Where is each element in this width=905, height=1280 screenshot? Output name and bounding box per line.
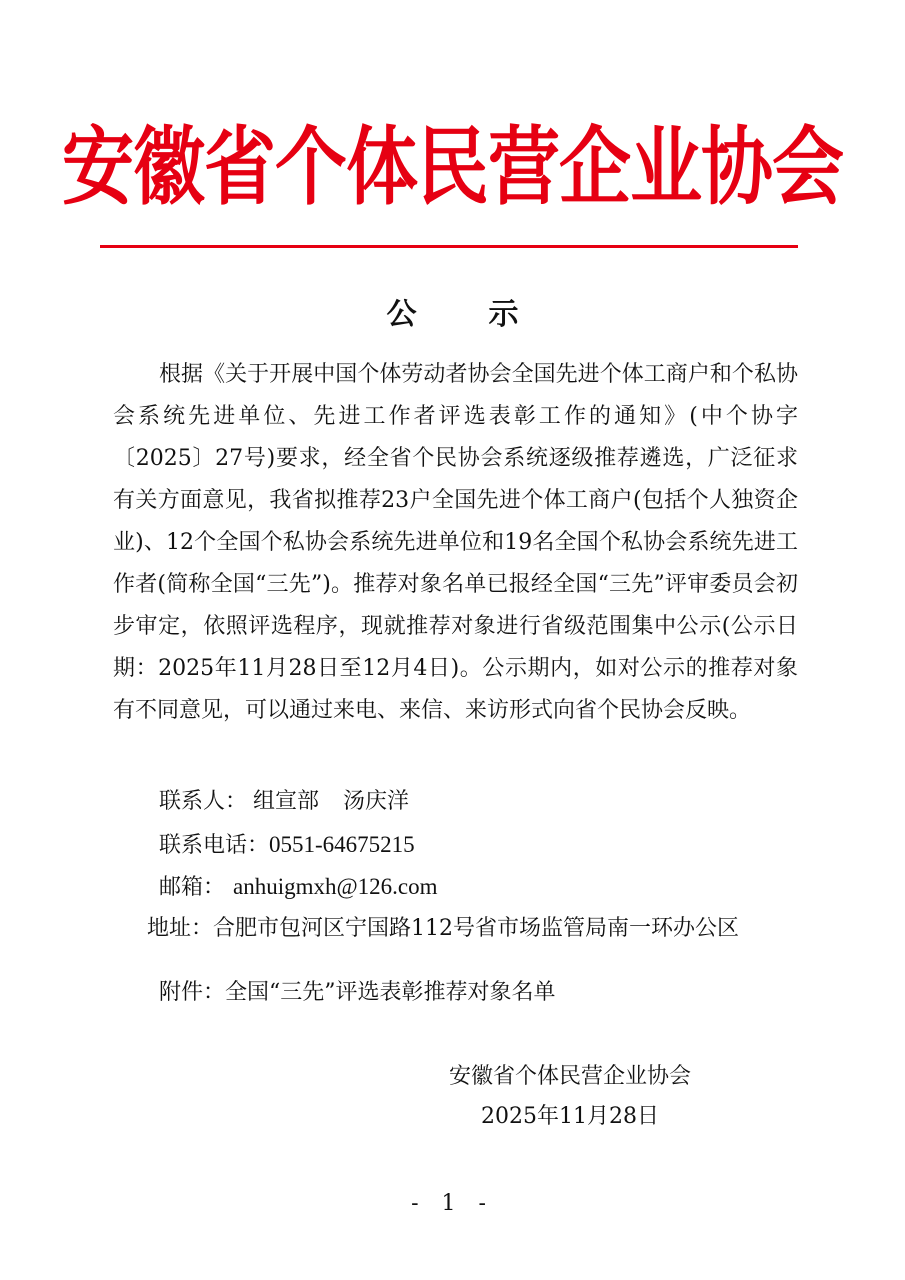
contact-address-line — [113, 909, 803, 949]
contact-email-label: 邮箱： — [159, 875, 226, 900]
contact-address-label: 地址： — [147, 916, 214, 941]
contact-person-name: 汤庆洋 — [343, 789, 410, 814]
attachment-line — [159, 973, 556, 1013]
contact-department: 组宣部 — [253, 789, 320, 814]
contact-phone-line — [113, 825, 803, 866]
notice-title: 公示 — [386, 297, 591, 332]
contact-address-value: 合肥市包河区宁国路112号省市场监管局南一环办公区 — [213, 916, 740, 941]
notice-body: 根据《关于开展中国个体劳动者协会全国先进个体工商户和个私协会系统先进单位、先进工作者评选表彰工作的通知》(中个协字〔2025〕27号)要求，经全省个民协会系统逐级推荐遴选，广泛征求有关方面意见，我省拟推荐23户全国先进个体工商户(包括个人独资企业)、12个全国个私协会系统先进单位和19名全国个私协会系统先进工作者(简称全国“三先”)。推荐对象名单已报经全国“三先”评审委员会初步审定，依照评选程序，现就推荐对象进行省级范围集中公示(公示日期：2025年11月28日至12月4日)。公示期内，如对公示的推荐对象有不同意见，可以通过来电、来信、来访形式向省个民协会反映。 — [113, 362, 798, 723]
contact-phone-label: 联系电话： — [159, 833, 270, 858]
contact-phone-value: 0551-64675215 — [269, 832, 415, 857]
masthead-title: 安徽省个体民营企业协会 — [61, 116, 843, 217]
signature-organization: 安徽省个体民营企业协会 — [448, 1064, 691, 1089]
attachment-label: 附件： — [159, 980, 226, 1005]
contact-person-line — [113, 782, 803, 822]
attachment-value: 全国“三先”评选表彰推荐对象名单 — [225, 980, 556, 1005]
contact-email-line — [113, 867, 803, 908]
masthead-red-rule — [100, 245, 798, 248]
contact-email-value: anhuigmxh@126.com — [233, 874, 438, 899]
signature-date: 2025年11月28日 — [481, 1104, 659, 1129]
contact-person-label: 联系人： — [159, 789, 248, 814]
page-number: - 1 - — [411, 1191, 494, 1216]
